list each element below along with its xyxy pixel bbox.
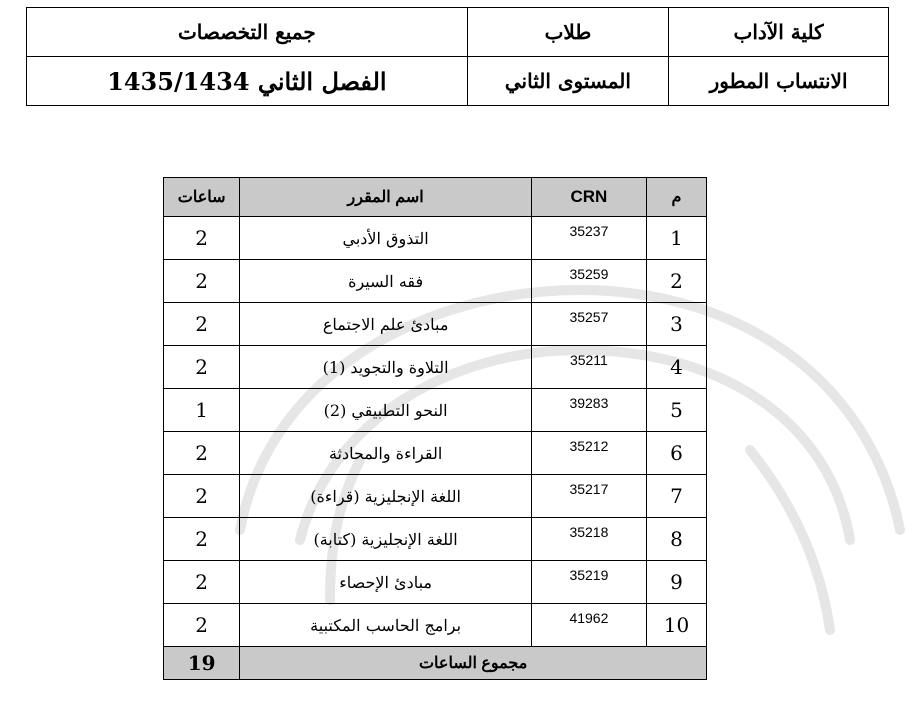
header-row-2 — [27, 57, 889, 106]
course-hours: 2 — [164, 475, 240, 518]
course-crn: 35211 — [531, 346, 646, 389]
table-row — [164, 260, 707, 303]
course-num: 10 — [646, 604, 706, 647]
course-hours: 2 — [164, 432, 240, 475]
table-row — [164, 217, 707, 260]
table-row — [164, 475, 707, 518]
course-name: فقه السيرة — [240, 260, 532, 303]
course-num: 1 — [646, 217, 706, 260]
header-row-1 — [27, 8, 889, 57]
course-num: 3 — [646, 303, 706, 346]
total-row — [164, 647, 707, 680]
course-crn: 35237 — [531, 217, 646, 260]
course-num: 8 — [646, 518, 706, 561]
column-header-name: اسم المقرر — [240, 178, 532, 217]
specializations: جميع التخصصات — [27, 8, 468, 57]
table-row — [164, 561, 707, 604]
course-hours: 2 — [164, 561, 240, 604]
course-name: مبادئ علم الاجتماع — [240, 303, 532, 346]
course-num: 2 — [646, 260, 706, 303]
course-name: برامج الحاسب المكتبية — [240, 604, 532, 647]
college-name: كلية الآداب — [669, 8, 889, 57]
course-name: النحو التطبيقي (2) — [240, 389, 532, 432]
column-header-hours: ساعات — [164, 178, 240, 217]
course-crn: 39283 — [531, 389, 646, 432]
study-level: المستوى الثاني — [467, 57, 668, 106]
course-num: 9 — [646, 561, 706, 604]
course-crn: 35217 — [531, 475, 646, 518]
course-name: القراءة والمحادثة — [240, 432, 532, 475]
course-hours: 2 — [164, 518, 240, 561]
courses-header-row — [164, 178, 707, 217]
course-num: 7 — [646, 475, 706, 518]
course-name: التذوق الأدبي — [240, 217, 532, 260]
course-crn: 35219 — [531, 561, 646, 604]
column-header-crn: CRN — [531, 178, 646, 217]
table-row — [164, 518, 707, 561]
course-name: اللغة الإنجليزية (كتابة) — [240, 518, 532, 561]
table-row — [164, 604, 707, 647]
table-row — [164, 389, 707, 432]
table-row — [164, 303, 707, 346]
course-name: التلاوة والتجويد (1) — [240, 346, 532, 389]
course-info-header — [26, 7, 889, 106]
course-hours: 1 — [164, 389, 240, 432]
courses-table — [163, 177, 707, 680]
program-name: الانتساب المطور — [669, 57, 889, 106]
table-row — [164, 432, 707, 475]
course-crn: 41962 — [531, 604, 646, 647]
course-num: 4 — [646, 346, 706, 389]
course-hours: 2 — [164, 217, 240, 260]
course-crn: 35218 — [531, 518, 646, 561]
semester: الفصل الثاني 1435/1434 — [27, 57, 468, 106]
total-hours-label: مجموع الساعات — [240, 647, 707, 680]
course-crn: 35257 — [531, 303, 646, 346]
total-hours-value: 19 — [164, 647, 240, 680]
course-hours: 2 — [164, 260, 240, 303]
column-header-num: م — [646, 178, 706, 217]
course-hours: 2 — [164, 303, 240, 346]
student-category: طلاب — [467, 8, 668, 57]
course-name: اللغة الإنجليزية (قراءة) — [240, 475, 532, 518]
course-num: 6 — [646, 432, 706, 475]
course-crn: 35259 — [531, 260, 646, 303]
course-hours: 2 — [164, 604, 240, 647]
course-name: مبادئ الإحصاء — [240, 561, 532, 604]
course-num: 5 — [646, 389, 706, 432]
course-hours: 2 — [164, 346, 240, 389]
course-crn: 35212 — [531, 432, 646, 475]
table-row — [164, 346, 707, 389]
